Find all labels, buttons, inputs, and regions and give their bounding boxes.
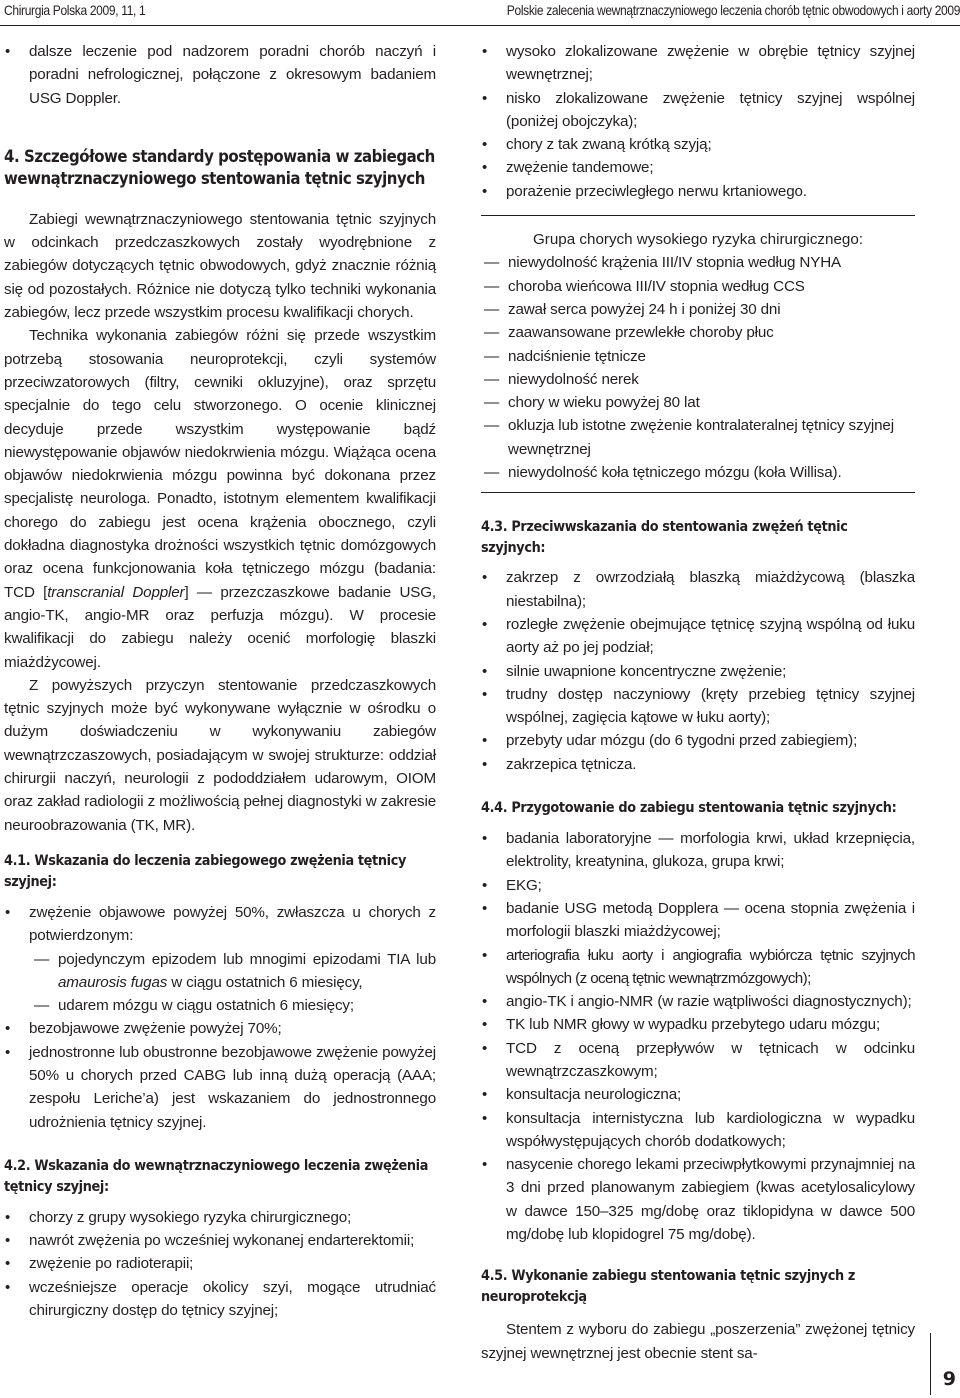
list-item: • rozległe zwężenie obejmujące tętnicę szyjną wspólną od łuku aorty aż po jej podział; <box>481 613 915 660</box>
high-risk-box-title: Grupa chorych wysokiego ryzyka chirurgicznego: <box>532 231 864 249</box>
high-risk-item: — niewydolność koła tętniczego mózgu (koła Willisa). <box>481 461 915 484</box>
list-item: • badania laboratoryjne — morfologia krwi, układ krzepnięcia, elektrolity, kreatynina, glukoza, grupa krwi; <box>481 827 915 874</box>
high-risk-item: — chory w wieku powyżej 80 lat <box>481 391 915 414</box>
list-item: • zwężenie po radioterapii; <box>4 1252 436 1275</box>
section-4-2-list <box>4 1206 436 1322</box>
list-item: • nasycenie chorego lekami przeciwpłytkowymi przynajmniej na 3 dni przed planowanym zabiegiem (kwas acetylosalicylowy w dawce 150–325 mg/dobę oraz tiklopidyna w dawce 500 mg/dobę lub klopidogrel 75 mg/dobę). <box>481 1153 915 1246</box>
list-item: • TK lub NMR głowy w wypadku przebytego udaru mózgu; <box>481 1013 915 1036</box>
list-item: • bezobjawowe zwężenie powyżej 70%; <box>4 1017 436 1040</box>
list-item: • zakrzepica tętnicza. <box>481 753 915 776</box>
list-item: • arteriografia łuku aorty i angiografia wybiórcza tętnic szyjnych wspólnych (z oceną tętnic wewnątrzmózgowych); <box>481 944 915 991</box>
list-item: • nisko zlokalizowane zwężenie tętnicy szyjnej wspólnej (poniżej obojczyka); <box>481 87 915 134</box>
high-risk-item: — niewydolność krążenia III/IV stopnia według NYHA <box>481 251 915 274</box>
list-item: • badanie USG metodą Dopplera — ocena stopnia zwężenia i morfologii blaszki miażdżycowej; <box>481 897 915 944</box>
continued-list <box>481 40 915 203</box>
list-item: • przebyty udar mózgu (do 6 tygodni przed zabiegiem); <box>481 729 915 752</box>
paragraph-2-part-b: ] — przezczaszkowe badanie USG, angio-TK, angio-MR oraz perfuzja mózgu). W procesie kwalifikacji do zabiegu należy ocenić morfologię blaszki miażdżycowej. <box>4 583 436 671</box>
list-item: • trudny dostęp naczyniowy (kręty przebieg tętnicy szyjnej wspólnej, zagięcia kątowe w łuku aorty); <box>481 683 915 730</box>
header-rule <box>0 25 960 26</box>
high-risk-item: — zawał serca powyżej 24 h i poniżej 30 dni <box>481 298 915 321</box>
section-4-5-title: 4.5. Wykonanie zabiegu stentowania tętnic szyjnych z neuroprotekcją <box>481 1268 856 1306</box>
page-number-rule <box>930 1333 931 1395</box>
list-item: • chory z tak zwaną krótką szyją; <box>481 133 915 156</box>
page-number: 9 <box>942 1368 956 1390</box>
left-column <box>4 40 436 1322</box>
intro-bullet: • dalsze leczenie pod nadzorem poradni chorób naczyń i poradni nefrologicznej, połączone z okresowym badaniem USG Doppler. <box>4 40 436 110</box>
high-risk-item: — niewydolność nerek <box>481 368 915 391</box>
sublist-item: — udarem mózgu w ciągu ostatnich 6 miesięcy; <box>4 994 436 1017</box>
list-item: • silnie uwapnione koncentryczne zwężenie; <box>481 660 915 683</box>
sublist-text: pojedynczym epizodem lub mnogimi epizodami TIA lub <box>58 950 436 968</box>
list-item: • wysoko zlokalizowane zwężenie w obrębie tętnicy szyjnej wewnętrznej; <box>481 40 915 87</box>
paragraph-2-part-a: Technika wykonania zabiegów różni się przede wszystkim potrzebą stosowania neuroprotekcji, czyli systemów przeciwzatorowych (filtry, cewniki okluzyjne), oraz sprzętu specjalnie do tego celu stworzonego. O ocenie klinicznej decyduje przede wszystkim występowanie bądź niewystępowanie objawów niedokrwienia mózgu. Wiążąca ocena objawów niedokrwienia mózgu powinna być dokonana przez specjalistę neurologa. Ponadto, istotnym elementem kwalifikacji chorego do zabiegu jest ocena krążenia obocznego, czyli dokładna diagnostyka drożności wszystkich tętnic domózgowych oraz ocena funkcjonowania koła tętniczego mózgu (badania: TCD [ <box>4 327 436 601</box>
right-column <box>481 40 915 1365</box>
list-item-text: zwężenie objawowe powyżej 50%, zwłaszcza u chorych z potwierdzonym: <box>29 903 436 945</box>
section-4-title: 4. Szczegółowe standardy postępowania w zabiegach wewnątrznaczyniowego stentowania tętnic szyjnych <box>4 146 435 190</box>
section-4-4-list <box>481 827 915 1246</box>
section-4-2-title: 4.2. Wskazania do wewnątrznaczyniowego leczenia zwężenia tętnicy szyjnej: <box>4 1157 429 1195</box>
list-item: • konsultacja internistyczna lub kardiologiczna w wypadku współwystępujących chorób dodatkowych; <box>481 1107 915 1154</box>
list-item: • zakrzep z owrzodziałą blaszką miażdżycową (blaszka niestabilna); <box>481 566 915 613</box>
list-item: • nawrót zwężenia po wcześniej wykonanej endarterektomii; <box>4 1229 436 1252</box>
paragraph-1: Zabiegi wewnątrznaczyniowego stentowania tętnic szyjnych w odcinkach przedczaszkowych zostały wyodrębnione z zabiegów dotyczących tętnic obwodowych, gdyż znacznie różnią się od pozostałych. Różnice nie dotyczą tylko techniki wykonania zabiegów, lecz przede wszystkim procesu kwalifikacji chorych. <box>4 210 436 322</box>
section-4-1-list <box>4 901 436 1134</box>
list-item: • TCD z oceną przepływów w tętnicach w odcinku wewnątrzczaszkowym; <box>481 1037 915 1084</box>
high-risk-item: — choroba wieńcowa III/IV stopnia według CCS <box>481 275 915 298</box>
section-4-4-title: 4.4. Przygotowanie do zabiegu stentowania tętnic szyjnych: <box>481 800 897 817</box>
list-item: • porażenie przeciwległego nerwu krtaniowego. <box>481 180 915 203</box>
high-risk-box <box>481 215 915 493</box>
paragraph-2-italic: transcranial Doppler <box>47 583 185 601</box>
section-4-1-title: 4.1. Wskazania do leczenia zabiegowego zwężenia tętnicy szyjnej: <box>4 852 406 890</box>
sublist-text: w ciągu ostatnich 6 miesięcy, <box>167 973 363 991</box>
paragraph-3: Z powyższych przyczyn stentowanie przedczaszkowych tętnic szyjnych może być wykonywane wyłącznie w ośrodku o dużym doświadczeniu w wykonywaniu zabiegów wewnątrzczaszowych, posiadającym w swojej strukturze: oddział chirurgii naczyń, neurologii z pododdziałem udarowym, OIOM oraz zakład radiologii z możliwością pełnej diagnostyki w zakresie neuroobrazowania (TK, MR). <box>4 676 436 834</box>
sublist <box>4 948 436 1018</box>
high-risk-item: — okluzja lub istotne zwężenie kontralateralnej tętnicy szyjnej wewnętrznej <box>481 414 915 461</box>
list-item: • jednostronne lub obustronne bezobjawowe zwężenie powyżej 50% u chorych przed CABG lub inną dużą operacją (AAA; zespołu Leriche’a) jest wskazaniem do jednostronnego udrożnienia tętnicy szyjnej. <box>4 1041 436 1134</box>
high-risk-item: — nadciśnienie tętnicze <box>481 345 915 368</box>
intro-list <box>4 40 436 110</box>
section-4-3-list <box>481 566 915 776</box>
high-risk-list <box>481 251 915 484</box>
list-item <box>4 901 436 1017</box>
section-4-5-paragraph: Stentem z wyboru do zabiegu „poszerzenia” zwężonej tętnicy szyjnej wewnętrznej jest obecnie stent sa- <box>481 1321 915 1362</box>
sublist-italic: amaurosis fugas <box>58 973 168 991</box>
high-risk-item: — zaawansowane przewlekłe choroby płuc <box>481 321 915 344</box>
journal-header-right: Polskie zalecenia wewnątrznaczyniowego leczenia chorób tętnic obwodowych i aorty 2009 <box>506 2 960 18</box>
list-item: • zwężenie tandemowe; <box>481 156 915 179</box>
list-item: • EKG; <box>481 874 915 897</box>
list-item: • chorzy z grupy wysokiego ryzyka chirurgicznego; <box>4 1206 436 1229</box>
list-item: • angio-TK i angio-NMR (w razie wątpliwości diagnostycznych); <box>481 990 915 1013</box>
section-4-3-title: 4.3. Przeciwwskazania do stentowania zwężeń tętnic szyjnych: <box>481 519 848 557</box>
list-item: • wcześniejsze operacje okolicy szyi, mogące utrudniać chirurgiczny dostęp do tętnicy szyjnej; <box>4 1276 436 1323</box>
list-item: • konsultacja neurologiczna; <box>481 1083 915 1106</box>
journal-header-left: Chirurgia Polska 2009, 11, 1 <box>4 2 146 18</box>
sublist-item <box>4 948 436 995</box>
paragraph-2 <box>4 324 436 673</box>
